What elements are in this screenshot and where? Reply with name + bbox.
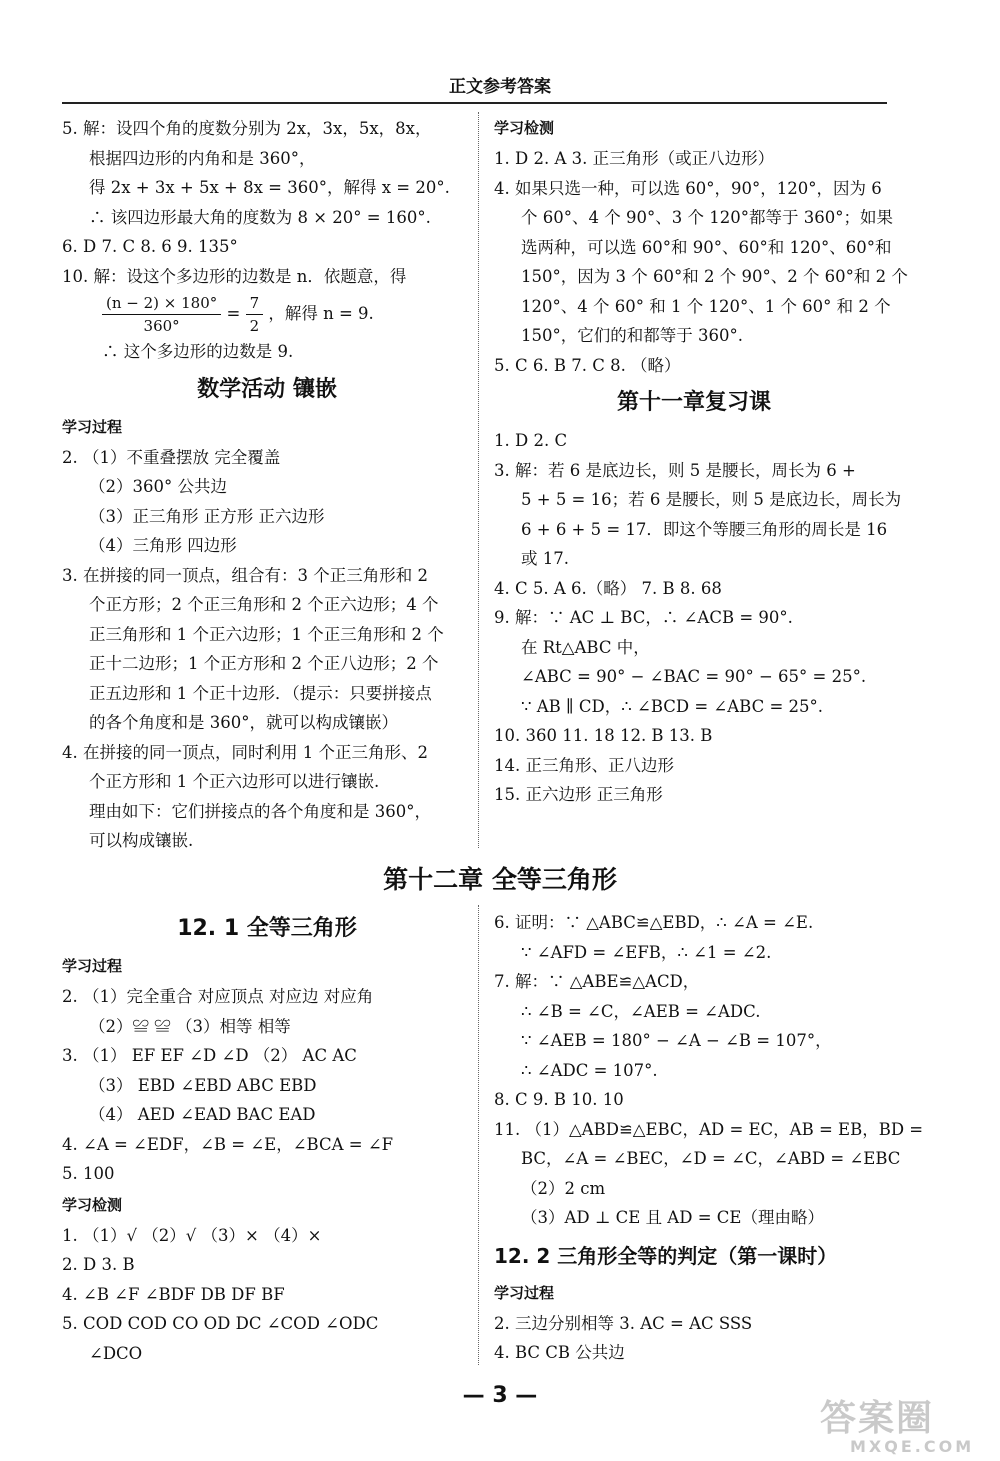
answer-line: 4. 在拼接的同一顶点，同时利用 1 个正三角形、2: [62, 742, 428, 762]
answer-line: 6. D 7. C 8. 6 9. 135°: [62, 237, 238, 256]
answer-line: 14. 正三角形、正八边形: [494, 755, 674, 775]
answer-line: （3） EBD ∠EBD ABC EBD: [89, 1075, 317, 1095]
subsection-heading: 学习检测: [62, 1195, 123, 1214]
chapter-title: 第十二章 全等三角形: [383, 865, 617, 894]
answer-line: 150°，因为 3 个 60°和 2 个 90°、2 个 60°和 2 个: [521, 267, 908, 286]
fraction-numerator: (n − 2) × 180°: [102, 292, 221, 315]
answer-line: 8. C 9. B 10. 10: [494, 1090, 624, 1109]
answer-line: ∠ABC = 90° − ∠BAC = 90° − 65° = 25°.: [521, 667, 867, 686]
answer-line: 3. 在拼接的同一顶点，组合有：3 个正三角形和 2: [62, 565, 428, 585]
fraction-denominator: 2: [249, 317, 260, 335]
answer-line: 3. （1） EF EF ∠D ∠D （2） AC AC: [62, 1046, 357, 1065]
answer-line: （2）360° 公共边: [89, 477, 227, 496]
subsection-heading: 学习过程: [62, 417, 123, 436]
section-title: 12. 2 三角形全等的判定（第一课时）: [494, 1243, 838, 1268]
subsection-heading: 学习过程: [62, 957, 123, 975]
answer-line: （4） AED ∠EAD BAC EAD: [89, 1105, 316, 1124]
answer-line: ∴ 该四边形最大角的度数为 8 × 20° = 160°.: [89, 207, 431, 227]
watermark-text: 答案圈: [820, 1398, 935, 1439]
answer-line: 得 2x + 3x + 5x + 8x = 360°，解得 x = 20°.: [89, 178, 450, 197]
header-rule: [62, 102, 887, 104]
answer-line: 15. 正六边形 正三角形: [494, 785, 663, 804]
subsection-heading: 学习过程: [494, 1283, 555, 1302]
answer-line: 5. 100: [62, 1164, 115, 1183]
answer-line: 5. COD COD CO OD DC ∠COD ∠ODC: [62, 1314, 379, 1333]
answer-line: 150°，它们的和都等于 360°.: [521, 326, 743, 345]
answer-line: ∵ AB ∥ CD，∴ ∠BCD = ∠ABC = 25°.: [521, 696, 824, 716]
section-title: 12. 1 全等三角形: [177, 916, 357, 941]
answer-line: 1. D 2. A 3. 正三角形（或正八边形）: [494, 149, 775, 168]
answer-line: 5 + 5 = 16；若 6 是腰长，则 5 是底边长，周长为: [521, 490, 902, 509]
watermark-logo: [820, 1390, 990, 1456]
answer-line: 10. 解：设这个多边形的边数是 n．依题意，得: [62, 266, 407, 286]
fraction-equation: [62, 291, 472, 337]
answer-line: 2. 三边分别相等 3. AC = AC SSS: [494, 1313, 753, 1333]
section-title: 数学活动 镶嵌: [197, 376, 337, 402]
answer-line: ∴ ∠B = ∠C，∠AEB = ∠ADC.: [521, 1001, 761, 1021]
answer-line: 2. （1）不重叠摆放 完全覆盖: [62, 447, 281, 467]
answer-line: 4. BC CB 公共边: [494, 1343, 625, 1362]
column-divider: [478, 905, 479, 1365]
answer-line: 6. 证明：∵ △ABC≌△EBD，∴ ∠A = ∠E.: [494, 913, 814, 932]
right-column-top: [494, 114, 908, 810]
answer-line: ∴ 这个多边形的边数是 9.: [102, 342, 294, 361]
answer-line: 正三角形和 1 个正六边形；1 个正三角形和 2 个: [89, 624, 444, 644]
answer-line: ∠DCO: [89, 1343, 143, 1363]
answer-line: （2）≌ ≌ （3）相等 相等: [89, 1016, 291, 1036]
answer-line: 正十二边形；1 个正方形和 2 个正八边形；2 个: [89, 654, 439, 673]
fraction-right: [246, 292, 264, 337]
answer-line: 4. C 5. A 6.（略） 7. B 8. 68: [494, 578, 722, 598]
section-title: 第十一章复习课: [616, 390, 771, 415]
answer-line: 5. 解：设四个角的度数分别为 2x，3x，5x，8x，: [62, 119, 432, 138]
answer-line: 2. （1）完全重合 对应顶点 对应边 对应角: [62, 987, 374, 1006]
answer-line: 5. C 6. B 7. C 8. （略）: [494, 355, 681, 375]
answer-line: 4. 如果只选一种，可以选 60°，90°，120°，因为 6: [494, 178, 882, 198]
answer-line: 120°、4 个 60° 和 1 个 120°、1 个 60° 和 2 个: [521, 296, 891, 316]
answer-line: 或 17.: [521, 549, 569, 568]
answer-line: 6 + 6 + 5 = 17．即这个等腰三角形的周长是 16: [521, 519, 888, 539]
left-column-bottom: [62, 906, 472, 1368]
answer-line: 的各个角度和是 360°，就可以构成镶嵌）: [89, 713, 398, 732]
answer-line: 正五边形和 1 个正十边形．（提示：只要拼接点: [89, 683, 432, 703]
answer-line: 11. （1）△ABD≌△EBC，AD = EC，AB = EB，BD =: [494, 1119, 924, 1139]
watermark-url: MXQE.COM: [850, 1437, 975, 1456]
answer-line: 1. D 2. C: [494, 431, 568, 450]
page-number: — 3 —: [462, 1383, 538, 1408]
running-header: 正文参考答案: [449, 77, 551, 97]
answer-line: 3. 解：若 6 是底边长，则 5 是腰长，周长为 6 +: [494, 460, 856, 480]
answer-line: 个正方形和 1 个正六边形可以进行镶嵌.: [89, 772, 380, 791]
answer-line: 在 Rt△ABC 中，: [521, 637, 650, 657]
fraction-denominator: 360°: [143, 317, 180, 335]
answer-line: （2）2 cm: [521, 1178, 606, 1198]
answer-line: 个正方形；2 个正三角形和 2 个正六边形；4 个: [89, 595, 439, 614]
answer-line: （4）三角形 四边形: [89, 536, 237, 555]
answer-line: （3）AD ⊥ CE 且 AD = CE（理由略）: [521, 1208, 824, 1227]
fraction-numerator: 7: [246, 292, 264, 315]
answer-line: （3）正三角形 正方形 正六边形: [89, 506, 325, 526]
fraction-left: [102, 292, 221, 337]
answer-line: 2. D 3. B: [62, 1255, 135, 1274]
column-divider: [478, 112, 479, 848]
answer-line: ∵ ∠AFD = ∠EFB，∴ ∠1 = ∠2.: [521, 942, 772, 962]
answer-line: 可以构成镶嵌.: [89, 831, 194, 850]
answer-line: 4. ∠B ∠F ∠BDF DB DF BF: [62, 1284, 285, 1304]
answer-line: ∴ ∠ADC = 107°.: [521, 1060, 658, 1080]
answer-line: ∵ ∠AEB = 180° − ∠A − ∠B = 107°，: [521, 1031, 832, 1050]
subsection-heading: 学习检测: [494, 119, 555, 137]
answer-line: BC，∠A = ∠BEC，∠D = ∠C，∠ABD = ∠EBC: [521, 1149, 901, 1168]
answer-line: 选两种，可以选 60°和 90°、60°和 120°、60°和: [521, 237, 892, 257]
answer-line: 4. ∠A = ∠EDF，∠B = ∠E，∠BCA = ∠F: [62, 1134, 394, 1154]
answer-line: 个 60°、4 个 90°、3 个 120°都等于 360°；如果: [521, 208, 893, 227]
answer-line: 理由如下：它们拼接点的各个角度和是 360°，: [89, 801, 431, 821]
left-column-top: [62, 114, 472, 856]
answer-line: 9. 解：∵ AC ⊥ BC，∴ ∠ACB = 90°.: [494, 608, 793, 627]
answer-line: 7. 解：∵ △ABE≌△ACD，: [494, 972, 700, 991]
answer-line: 10. 360 11. 18 12. B 13. B: [494, 726, 713, 745]
answer-line: 根据四边形的内角和是 360°，: [89, 148, 316, 168]
answer-line: 1. （1）√ （2）√ （3）× （4）×: [62, 1225, 322, 1245]
fraction-tail: ，解得 n = 9.: [268, 304, 374, 323]
right-column-bottom: [494, 908, 924, 1368]
equals-sign: =: [226, 304, 241, 323]
